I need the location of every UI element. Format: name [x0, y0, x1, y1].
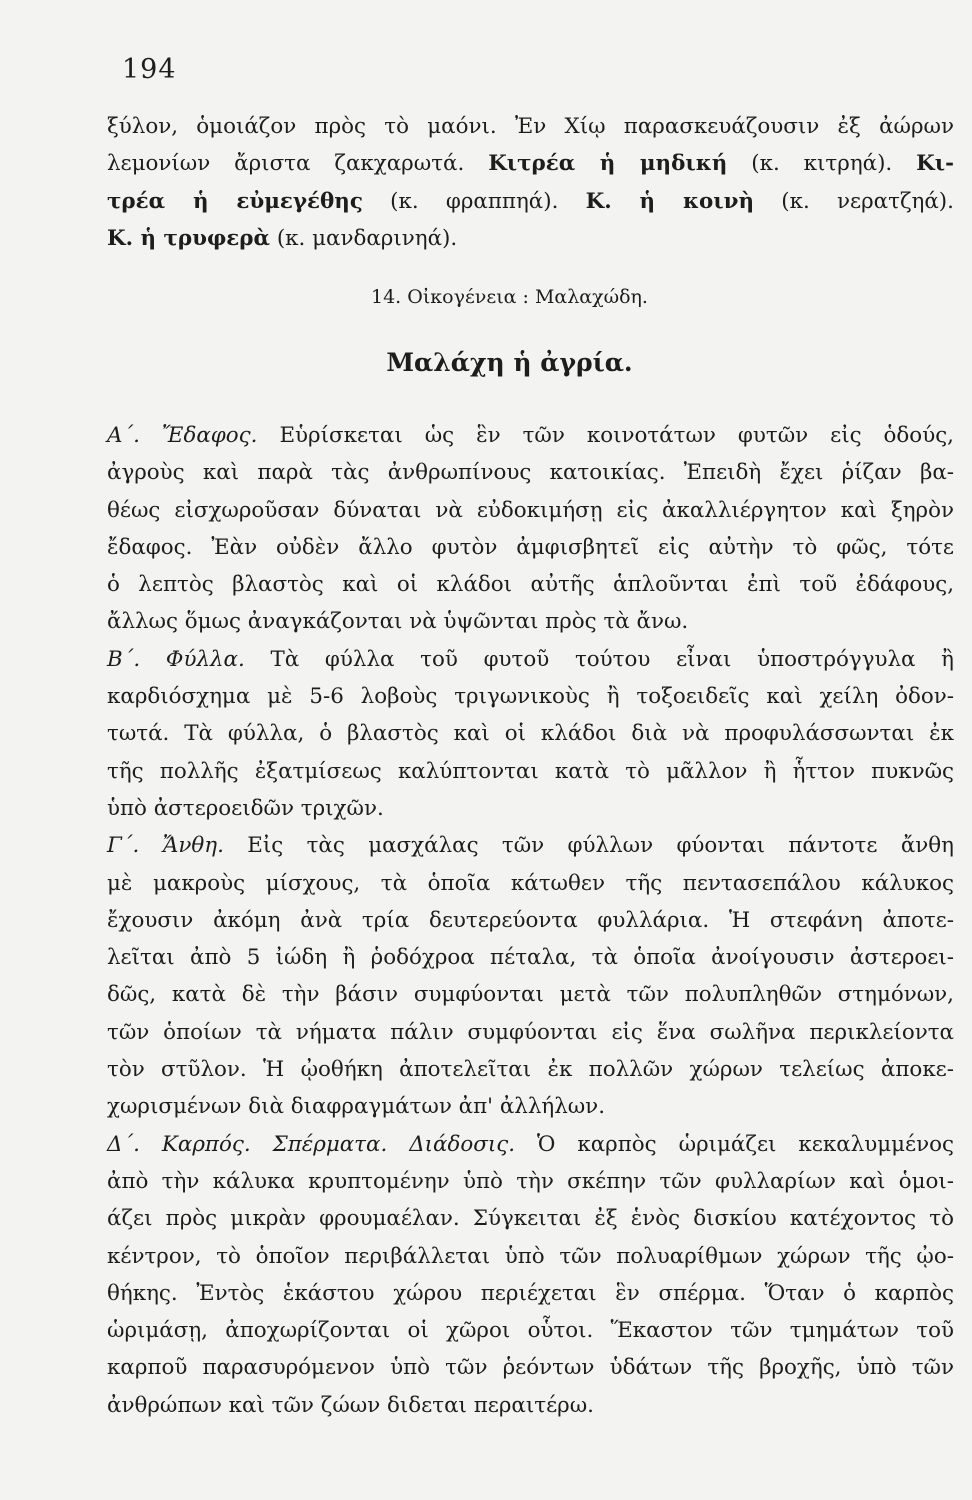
family-heading: 14. Οἰκογένεια : Μαλαχώδη. [371, 286, 648, 308]
text-line [107, 145, 954, 182]
text-line: θήκης. Ἐντὸς ἑκάστου χώρου περιέχεται ἓν σπέρμα. Ὅταν ὁ καρπὸς [107, 1280, 954, 1306]
species-name: Κ. ἡ κοινὴ [585, 188, 755, 214]
species-name: Κιτρέα ἡ μηδική [488, 151, 728, 177]
text-line: κέντρον, τὸ ὁποῖον περιβάλλεται ὑπὸ τῶν πολυαρίθμων χώρων τῆς ᾠο- [107, 1243, 954, 1269]
page-number: 194 [122, 54, 177, 85]
text-line: καρποῦ παρασυρόμενον ὑπὸ τῶν ῥεόντων ὑδάτων τῆς βροχῆς, ὑπὸ τῶν [107, 1355, 954, 1381]
text-line: μὲ μακροὺς μίσχους, τὰ ὁποῖα κάτωθεν τῆς πεντασεπάλου κάλυκος [107, 870, 954, 896]
text-line: ἄλλως ὅμως ἀναγκάζονται νὰ ὑψῶνται πρὸς τὰ ἄνω. [107, 609, 689, 635]
text-line [107, 641, 954, 678]
text-line: δῶς, κατὰ δὲ τὴν βάσιν συμφύονται μετὰ τῶν πολυπληθῶν στημόνων, [107, 982, 954, 1008]
text-run: Τὰ φύλλα τοῦ φυτοῦ τούτου εἶναι ὑποστρόγγυλα ἢ [270, 646, 954, 672]
text-run: Ὁ καρπὸς ὡριμάζει κεκαλυμμένος [537, 1131, 954, 1157]
subsection-heading: Β΄. Φύλλα. [107, 646, 245, 672]
text-line: ἀνθρώπων καὶ τῶν ζώων διδεται περαιτέρω. [107, 1392, 594, 1418]
text-run: Εὑρίσκεται ὡς ἓν τῶν κοινοτάτων φυτῶν εἰς ὁδούς, [279, 423, 954, 448]
text-line: καρδιόσχημα μὲ 5-6 λοβοὺς τριγωνικοὺς ἢ τοξοειδεῖς καὶ χείλη ὀδον- [107, 684, 954, 710]
text-line: θέως εἰσχωροῦσαν δύναται νὰ εὐδοκιμήσῃ εἰς ἀκαλλιέργητον καὶ ξηρὸν [107, 497, 954, 523]
text-line: ὑπὸ ἀστεροειδῶν τριχῶν. [107, 795, 384, 821]
subsection-heading: Δ΄. Καρπός. Σπέρματα. Διάδοσις. [107, 1131, 516, 1157]
text-line: ξύλον, ὁμοιάζον πρὸς τὸ μαόνι. Ἐν Χίῳ παρασκευάζουσιν ἐξ ἀώρων [107, 114, 954, 139]
text-line: τὸν στῦλον. Ἡ ᾠοθήκη ἀποτελεῖται ἐκ πολλῶν χώρων τελείως ἀποκε- [107, 1057, 954, 1083]
text-run: (κ. μανδαρινηά). [276, 225, 458, 251]
text-line: ὁ λεπτὸς βλαστὸς καὶ οἱ κλάδοι αὐτῆς ἁπλοῦνται ἐπὶ τοῦ ἐδάφους, [107, 572, 954, 598]
text-line: ἔδαφος. Ἐὰν οὐδὲν ἄλλο φυτὸν ἀμφισβητεῖ εἰς αὐτὴν τὸ φῶς, τότε [107, 534, 954, 560]
text-run: (κ. κιτρηά). [751, 151, 893, 177]
section-title: Μαλάχη ἡ ἀγρία. [386, 348, 633, 377]
species-name: Κι- [916, 151, 954, 177]
description-body [107, 417, 954, 1424]
text-line [107, 417, 954, 454]
text-line: ἀπὸ τὴν κάλυκα κρυπτομένην ὑπὸ τὴν σκέπην τῶν φυλλαρίων καὶ ὁμοι- [107, 1168, 954, 1194]
text-line: ἀγροὺς καὶ παρὰ τὰς ἀνθρωπίνους κατοικίας. Ἐπειδὴ ἔχει ῥίζαν βα- [107, 460, 954, 486]
text-line: τῆς πολλῆς ἐξατμίσεως καλύπτονται κατὰ τὸ μᾶλλον ἢ ἧττον πυκνῶς [107, 758, 954, 784]
text-line: τῶν ὁποίων τὰ νήματα πάλιν συμφύονται εἰς ἕνα σωλῆνα περικλείοντα [107, 1019, 954, 1045]
text-run: λεμονίων ἄριστα ζακχαρωτά. [107, 151, 465, 177]
text-line: άζει πρὸς μικρὰν φρουμαέλαν. Σύγκειται ἐξ ἑνὸς δισκίου κατέχοντος τὸ [107, 1206, 954, 1232]
subsection-heading: Γ΄. Ἄνθη. [107, 833, 224, 859]
text-line: λεῖται ἀπὸ 5 ἰώδη ἢ ῥοδόχροα πέταλα, τὰ ὁποῖα ἀνοίγουσιν ἀστεροει- [107, 945, 954, 971]
text-line [107, 183, 954, 220]
text-line [107, 1126, 954, 1163]
text-line [107, 827, 954, 864]
text-run: (κ. νερατζηά). [781, 188, 954, 214]
species-name: Κ. ἡ τρυφερὰ [107, 225, 270, 251]
text-line: χωρισμένων διὰ διαφραγμάτων ἀπ' ἀλλήλων. [107, 1094, 605, 1120]
species-name: τρέα ἡ εὐμεγέθης [107, 188, 363, 214]
text-line: τωτά. Τὰ φύλλα, ὁ βλαστὸς καὶ οἱ κλάδοι διὰ νὰ προφυλάσσωνται ἐκ [107, 721, 954, 747]
subsection-heading: Α΄. Ἔδαφος. [107, 423, 258, 448]
text-line: ὡριμάσῃ, ἀποχωρίζονται οἱ χῶροι οὗτοι. Ἕκαστον τῶν τμημάτων τοῦ [107, 1318, 954, 1344]
text-line: ἔχουσιν ἀκόμη ἀνὰ τρία δευτερεύοντα φυλλάρια. Ἡ στεφάνη ἀποτε- [107, 907, 954, 933]
text-run: (κ. φραππηά). [390, 188, 559, 214]
intro-paragraph [107, 108, 954, 257]
text-run: Εἰς τὰς μασχάλας τῶν φύλλων φύονται πάντοτε ἄνθη [247, 833, 954, 859]
text-line [107, 220, 954, 257]
